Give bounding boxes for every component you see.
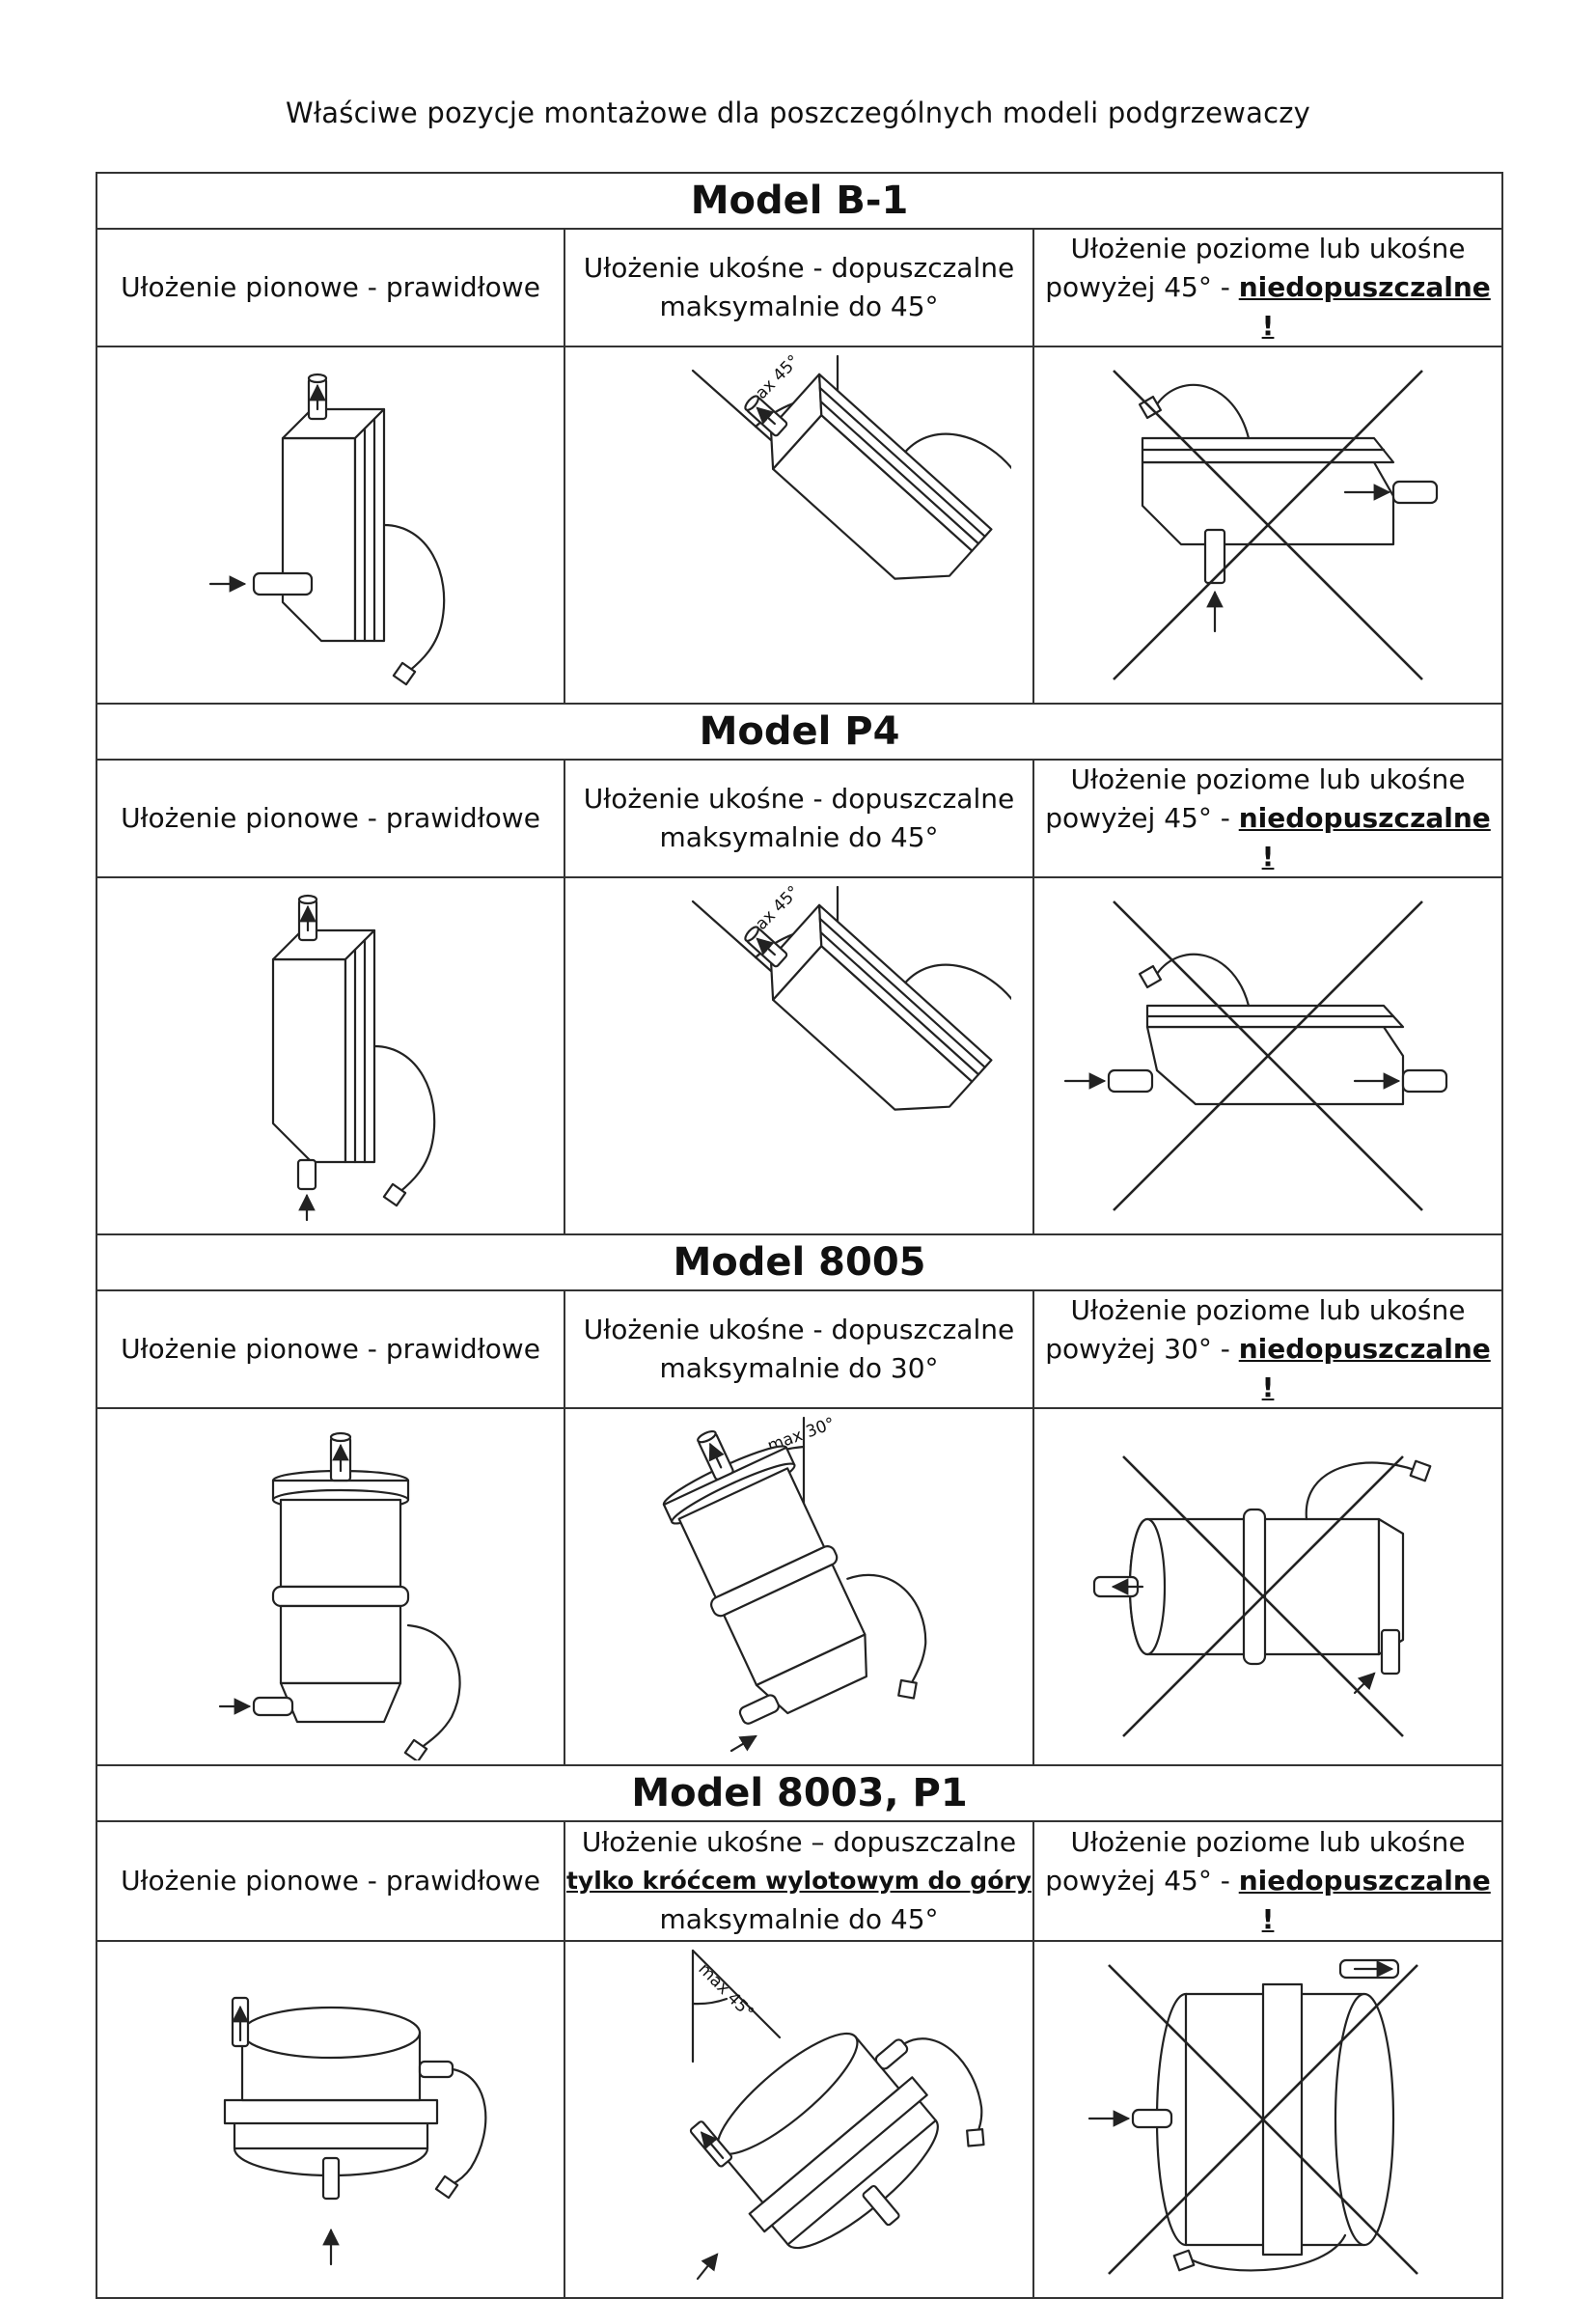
- tilted-label: Ułożenie ukośne - dopuszczalne maksymalnie do 30°: [564, 1290, 1033, 1408]
- vertical-label: Ułożenie pionowe - prawidłowe: [96, 1821, 564, 1941]
- angle-label: max 45°: [740, 882, 804, 946]
- angle-label: max 45°: [740, 351, 804, 415]
- mounting-positions-table: [96, 172, 1503, 2299]
- model-heading: Model P4: [96, 704, 1502, 760]
- vertical-label: Ułożenie pionowe - prawidłowe: [96, 760, 564, 877]
- horizontal-label: Ułożenie poziome lub ukośne powyżej 45° - niedopuszczalne !: [1033, 760, 1502, 877]
- tilted-drawing: [564, 1941, 1033, 2298]
- horizontal-drawing: [1033, 1408, 1502, 1765]
- tilted-label: Ułożenie ukośne - dopuszczalne maksymalnie do 45°: [564, 760, 1033, 877]
- tilted-drawing: [564, 877, 1033, 1234]
- warning-text: niedopuszczalne !: [1238, 1865, 1491, 1935]
- warning-text: niedopuszczalne !: [1238, 271, 1491, 342]
- vertical-drawing: [96, 346, 564, 704]
- horizontal-label: Ułożenie poziome lub ukośne powyżej 45° - niedopuszczalne !: [1033, 229, 1502, 346]
- tilted-drawing: [564, 1408, 1033, 1765]
- model-heading: Model 8003, P1: [96, 1765, 1502, 1821]
- angle-label: max 30°: [764, 1414, 838, 1456]
- warning-text: niedopuszczalne !: [1238, 802, 1491, 873]
- model-heading: Model 8005: [96, 1234, 1502, 1290]
- horizontal-drawing: [1033, 346, 1502, 704]
- vertical-drawing: [96, 877, 564, 1234]
- horizontal-label: Ułożenie poziome lub ukośne powyżej 30° - niedopuszczalne !: [1033, 1290, 1502, 1408]
- tilted-drawing: [564, 346, 1033, 704]
- vertical-drawing: [96, 1941, 564, 2298]
- warning-text: tylko króćcem wylotowym do góry: [565, 1867, 1032, 1895]
- model-heading: Model B-1: [96, 173, 1502, 229]
- tilted-label: Ułożenie ukośne - dopuszczalne maksymalnie do 45°: [564, 229, 1033, 346]
- tilted-label: Ułożenie ukośne – dopuszczalne tylko króćcem wylotowym do góry maksymalnie do 45°: [564, 1821, 1033, 1941]
- horizontal-drawing: [1033, 877, 1502, 1234]
- vertical-label: Ułożenie pionowe - prawidłowe: [96, 1290, 564, 1408]
- page-title: Właściwe pozycje montażowe dla poszczególnych modeli podgrzewaczy: [285, 97, 1310, 129]
- warning-text: niedopuszczalne !: [1238, 1333, 1491, 1403]
- vertical-label: Ułożenie pionowe - prawidłowe: [96, 229, 564, 346]
- angle-label: max 45°: [694, 1959, 757, 2023]
- horizontal-drawing: [1033, 1941, 1502, 2298]
- horizontal-label: Ułożenie poziome lub ukośne powyżej 45° - niedopuszczalne !: [1033, 1821, 1502, 1941]
- vertical-drawing: [96, 1408, 564, 1765]
